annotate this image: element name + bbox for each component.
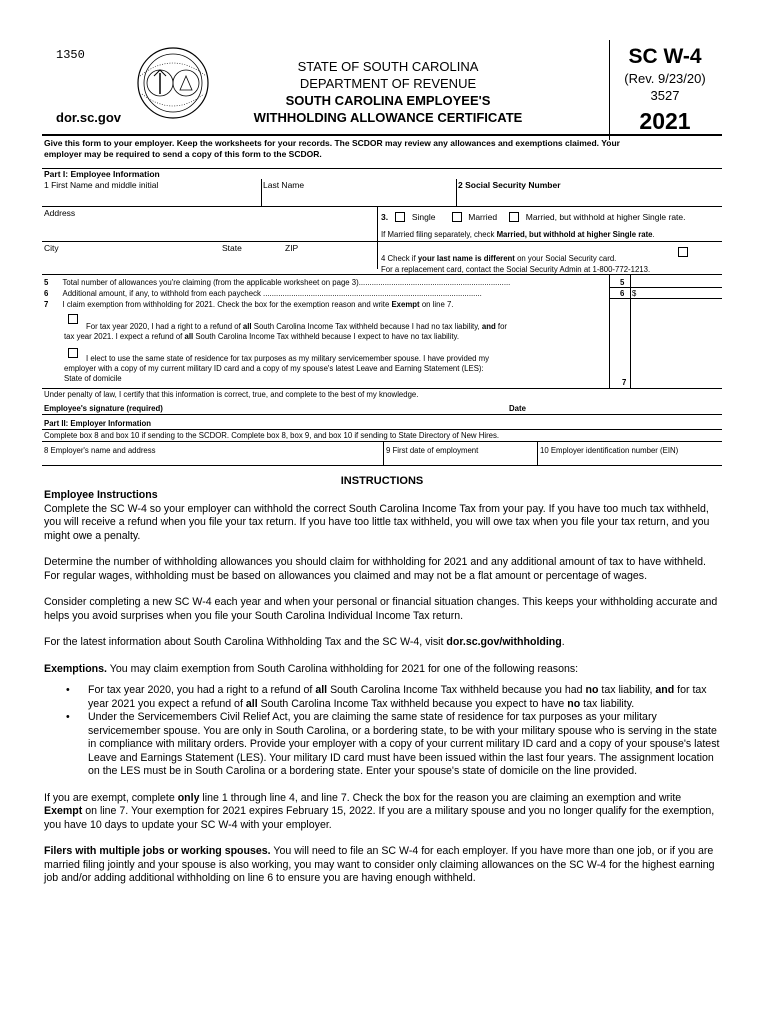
line7: [44, 300, 609, 310]
instructions-p1: Complete the SC W-4 so your employer can withhold the correct South Carolina Income Tax from your pay. If you have too much tax withheld, you will receive a refund when you file your tax return. If you have too little tax withheld, you will owe tax when you file your tax return, and you might owe a penalty.: [44, 502, 710, 542]
p6-a: If you are exempt, complete: [44, 791, 175, 804]
ex1-c: South Carolina Income Tax withheld because I had no tax liability,: [253, 322, 480, 331]
first-name-field[interactable]: [44, 192, 260, 206]
box5-label: 5: [620, 278, 625, 287]
signature-label: Employee's signature (required): [44, 404, 163, 413]
married-checkbox[interactable]: [452, 212, 462, 222]
address-field[interactable]: [44, 220, 374, 240]
exempt-field[interactable]: [632, 376, 722, 387]
employee-instructions-heading: Employee Instructions: [44, 489, 158, 501]
list-item: • Under the Servicemembers Civil Relief Act, you are claiming the same state of residence for tax purposes as your military servicemember spouse. You are only in South Carolina, or a bordering state, to be with your military spouse who is serving in the state in compliance with military orders. Provide your employer with a copy of your current military ID card and a copy of your spouse's latest Leave and Earnings Statement (LES). Your military ID card must have been issued within the last four years. The assignment location on the LES must be in South Carolina or a bordering state. Enter your spouse's state of domicile on the line provided.: [44, 711, 722, 779]
exemption-reason-1: [64, 322, 604, 342]
line7-number: 7: [44, 300, 49, 309]
ex1-a: For tax year 2020, I had a right to a refund of: [86, 322, 241, 331]
line5-text: Total number of allowances you're claiming (from the applicable worksheet on page 3)......................................................................: [62, 278, 511, 287]
ex2-c: State of domicile: [64, 374, 122, 383]
withholding-link[interactable]: dor.sc.gov/withholding: [446, 636, 562, 648]
b1-b: all: [315, 684, 328, 696]
last-name-field[interactable]: [263, 192, 455, 206]
box9-label: 9 First date of employment: [386, 446, 479, 455]
ex1-g: all: [184, 332, 194, 341]
b1-c: South Carolina Income Tax withheld because you had: [330, 684, 583, 696]
box6-dollar: $: [632, 289, 637, 298]
line5: [44, 278, 609, 288]
box6-label: 6: [620, 289, 625, 298]
filing-status: [381, 212, 721, 223]
website: dor.sc.gov: [56, 110, 122, 125]
form-id: SC W-4: [628, 45, 702, 68]
box3-number: 3.: [381, 212, 389, 222]
zip-field[interactable]: [285, 255, 373, 269]
p4-c: .: [561, 636, 565, 648]
ex2-a: I elect to use the same state of residence for tax purposes as my military servicemember spouse. I have provided my: [86, 354, 490, 363]
p6-d: Exempt: [44, 805, 83, 817]
p6-c: line 1 through line 4, and line 7. Check the box for the reason you are claiming an exemption and write: [202, 791, 682, 804]
b1-g: for tax year 2021 you expect a refund of: [88, 684, 707, 710]
ssn-field[interactable]: [458, 192, 722, 206]
p7-b: You will need to file an SC W-4 for each employer. If you have more than one job, or if you are married filing jointly and your spouse is also working, you may want to consider only claiming allowances on the SC W-4 for the highest earning job and/or adding additional withholding on line 6 to ensure you are having enough withheld.: [44, 845, 715, 884]
city-label: City: [44, 243, 59, 253]
box4-c: on your Social Security card.: [517, 254, 617, 263]
employer-name-field[interactable]: [44, 457, 379, 465]
box7-label: 7: [622, 378, 627, 387]
ex1-h: South Carolina Income Tax withheld because I expect to have no tax liability.: [195, 332, 460, 341]
line7-a: I claim exemption from withholding for 2021. Check the box for the exemption reason and write: [62, 300, 390, 309]
ssn-label: 2 Social Security Number: [458, 180, 561, 190]
form-number: 3527: [650, 88, 680, 103]
date-label: Date: [509, 404, 526, 413]
p6-e: on line 7. Your exemption for 2021 expires February 15, 2022. If you are a military spouse and you no longer qualify for the exemption, you have 10 days to update your SC W-4 with your employer.: [44, 805, 715, 831]
p7-a: Filers with multiple jobs or working spouses.: [44, 845, 271, 857]
b1-e: tax liability,: [601, 684, 653, 696]
b1-f: and: [655, 684, 675, 696]
part2-instructions: Complete box 8 and box 10 if sending to the SCDOR. Complete box 8, box 9, and box 10 if sending to State Directory of New Hires.: [44, 431, 500, 440]
p4-a: For the latest information about South Carolina Withholding Tax and the SC W-4, visit: [44, 636, 444, 648]
box8-label: 8 Employer's name and address: [44, 446, 156, 455]
p5-a: Exemptions.: [44, 662, 107, 675]
last-name-label: Last Name: [263, 180, 305, 190]
state-seal: [130, 46, 216, 120]
intro-line2: employer may be required to send a copy of this form to the SCDOR.: [44, 149, 322, 159]
b1-i: South Carolina Income Tax withheld because you expect to have: [260, 697, 565, 710]
form-id-block: [610, 44, 720, 136]
married-label: Married: [468, 212, 498, 222]
ex1-f: tax year 2021. I expect a refund of: [64, 332, 183, 341]
instructions-p6: [44, 792, 722, 833]
instructions-p7: [44, 845, 722, 886]
single-checkbox[interactable]: [395, 212, 405, 222]
instructions-p5: [44, 663, 722, 677]
box10-label: 10 Employer identification number (EIN): [540, 446, 679, 455]
line7-c: on line 7.: [421, 300, 454, 309]
b1-h: all: [245, 697, 258, 710]
signature-field[interactable]: [200, 400, 500, 412]
form-title-line2: WITHHOLDING ALLOWANCE CERTIFICATE: [253, 110, 523, 125]
instructions-p2: Determine the number of withholding allowances you should claim for withholding for 2021 and any additional amount of tax to have withheld. For regular wages, withholding must be based on allowances you claimed and may not be a flat amount or percentage of wages.: [44, 556, 706, 582]
p5-b: You may claim exemption from South Carolina withholding for 2021 for one of the following reasons:: [109, 662, 579, 675]
married-higher-label: Married, but withhold at higher Single rate.: [525, 212, 686, 222]
part1-title: Part I: Employee Information: [44, 169, 160, 179]
ex2-b: employer with a copy of my current military ID card and a copy of my spouse's latest Leave and Earning Statement (LES):: [64, 364, 484, 373]
state-label: State: [222, 243, 242, 253]
ex1-d: and: [481, 322, 496, 331]
part2-title: Part II: Employer Information: [44, 419, 152, 428]
instructions-p4: [44, 636, 722, 650]
instructions-heading: INSTRUCTIONS: [340, 475, 424, 487]
ex1-e: for: [497, 322, 508, 331]
perjury-statement: Under penalty of law, I certify that this information is correct, true, and complete to the best of my knowledge.: [44, 390, 419, 399]
box4-text: [381, 254, 721, 264]
state-of-domicile-field[interactable]: [132, 374, 332, 384]
married-note: If Married filing separately, check Married, but withhold at higher Single rate.: [381, 230, 655, 239]
date-field[interactable]: [534, 400, 720, 412]
line6-text: Additional amount, if any, to withhold from each paycheck .....................................................................................................: [62, 289, 482, 298]
b1-j: no: [567, 697, 581, 710]
instructions-body: [44, 489, 722, 886]
single-label: Single: [411, 212, 436, 222]
married-higher-checkbox[interactable]: [509, 212, 519, 222]
state-name: STATE OF SOUTH CAROLINA: [297, 59, 479, 74]
revision: (Rev. 9/23/20): [624, 71, 706, 86]
tax-year: 2021: [639, 108, 691, 134]
line7-b: Exempt: [391, 300, 420, 309]
p6-b: only: [177, 791, 200, 804]
line6-number: 6: [44, 289, 49, 298]
ein-field[interactable]: [540, 457, 720, 465]
line6: [44, 289, 609, 299]
first-name-label: 1 First Name and middle initial: [44, 180, 159, 190]
ex1-b: all: [242, 322, 252, 331]
form-title-line1: SOUTH CAROLINA EMPLOYEE'S: [285, 93, 491, 108]
instructions-p3: Consider completing a new SC W-4 each year and when your personal or financial situation changes. This keeps your withholding accurate and helps you avoid surprises when you file your South Carolina Individual Income Tax return.: [44, 596, 718, 622]
exemption-list: [44, 684, 722, 779]
box4-b: your last name is different: [417, 254, 515, 263]
b1-d: no: [585, 684, 599, 696]
list-item: [44, 684, 722, 711]
form-code: 1350: [56, 48, 85, 62]
box4-a: 4 Check if: [381, 254, 416, 263]
allowances-field[interactable]: [632, 277, 722, 287]
intro-text: [44, 138, 724, 160]
zip-label: ZIP: [285, 243, 299, 253]
box4-note: For a replacement card, contact the Social Security Admin at 1-800-772-1213.: [381, 265, 651, 274]
state-field[interactable]: [222, 255, 278, 269]
married-note-a: If Married filing separately, check: [381, 230, 495, 239]
department-name: DEPARTMENT OF REVENUE: [299, 76, 477, 91]
address-label: Address: [44, 208, 76, 218]
b1-k: tax liability.: [583, 697, 635, 710]
b1-a: For tax year 2020, you had a right to a refund of: [88, 684, 313, 696]
married-note-b: Married, but withhold at higher Single rate: [496, 230, 653, 239]
additional-amount-field[interactable]: [640, 288, 722, 298]
city-field[interactable]: [44, 255, 214, 269]
intro-line1: Give this form to your employer. Keep the worksheets for your records. The SCDOR may review any allowances and exemptions claimed. Your: [44, 138, 620, 148]
first-date-field[interactable]: [386, 457, 534, 465]
header-center: [250, 58, 526, 126]
line5-number: 5: [44, 278, 49, 287]
